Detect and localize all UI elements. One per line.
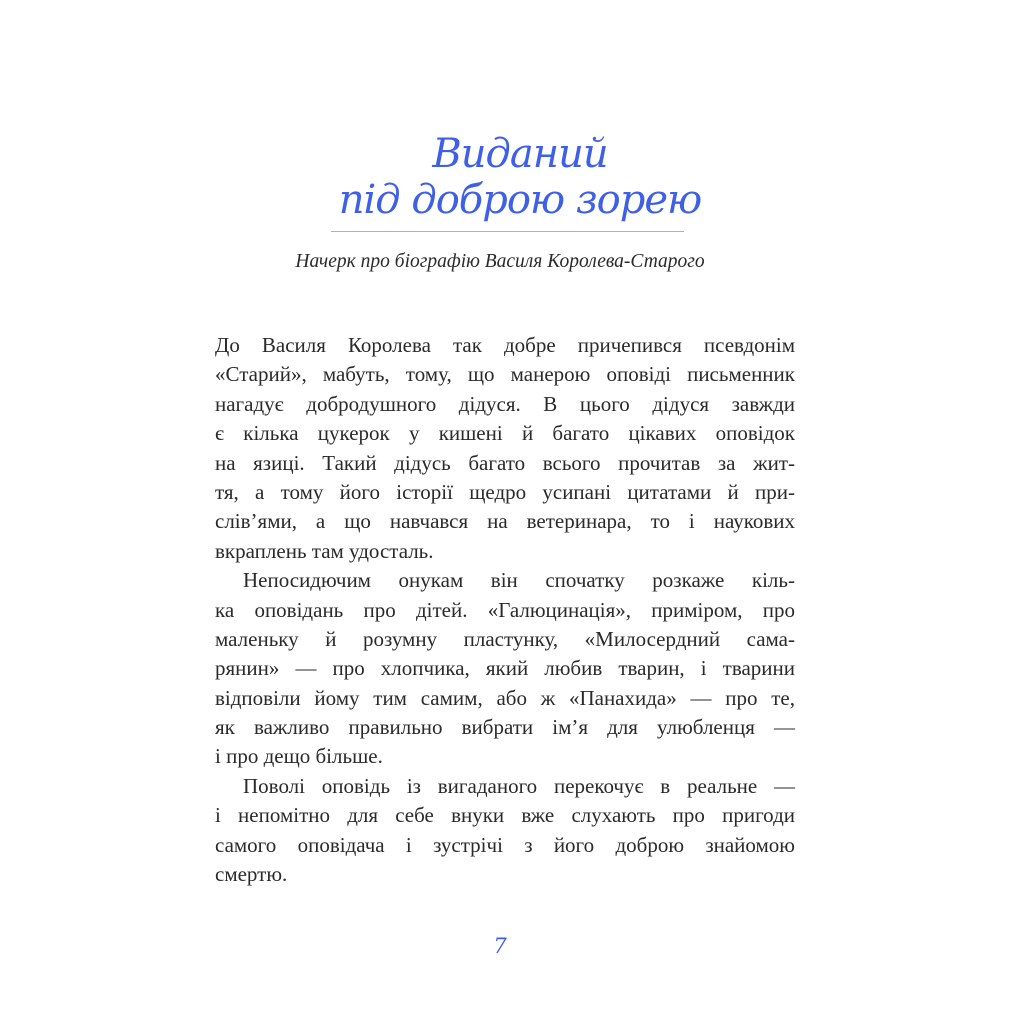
text-line: як важливо правильно вибрати ім’я для улюбленця — (215, 715, 795, 740)
text-line: До Василя Королева так добре причепився псевдонім (215, 333, 795, 357)
paragraph-3 (215, 772, 795, 890)
text-line: смертю. (215, 862, 288, 887)
text-line: Поволі оповідь із вигаданого перекочує в реальне — (243, 773, 795, 798)
text-line: слів’ями, а що навчався на ветеринара, то і наукових (215, 509, 795, 534)
page-number: 7 (493, 934, 507, 958)
text-line: рянин» — про хлопчика, який любив тварин, і тварини (215, 656, 795, 681)
chapter-subtitle: Начерк про біографію Василя Королева-Старого (295, 251, 705, 272)
text-line: тя, а тому його історії щедро усипані цитатами й при- (215, 479, 795, 504)
chapter-title-line-2: під доброю зорею (338, 177, 702, 223)
text-line: і непомітно для себе внуки вже слухають про пригоди (215, 803, 795, 828)
text-line: Непосидючим онукам він спочатку розкаже кіль- (243, 568, 795, 593)
text-line: і про дещо більше. (215, 744, 383, 769)
text-line: є кілька цукерок у кишені й багато цікавих оповідок (215, 421, 795, 446)
chapter-title-line-1: Виданий (432, 131, 608, 177)
text-line: ка оповідань про дітей. «Галюцинація», приміром, про (215, 597, 795, 622)
text-line: на язиці. Такий дідусь багато всього прочитав за жит- (215, 450, 795, 475)
text-line: «Старий», мабуть, тому, що манерою оповіді письменник (215, 362, 795, 387)
text-line: самого оповідача і зустрічі з його доброю знайомою (215, 832, 795, 857)
text-line: відповіли йому тим самим, або ж «Панахида» — про те, (215, 685, 795, 710)
text-line: вкраплень там удосталь. (215, 538, 434, 563)
text-line: маленьку й розумну пластунку, «Милосердний сама- (215, 626, 795, 651)
text-line: нагадує добродушного дідуся. В цього дідуся завжди (215, 391, 795, 416)
paragraph-1 (215, 331, 795, 566)
body-text (215, 331, 795, 889)
paragraph-2 (215, 566, 795, 772)
title-divider (331, 231, 684, 232)
